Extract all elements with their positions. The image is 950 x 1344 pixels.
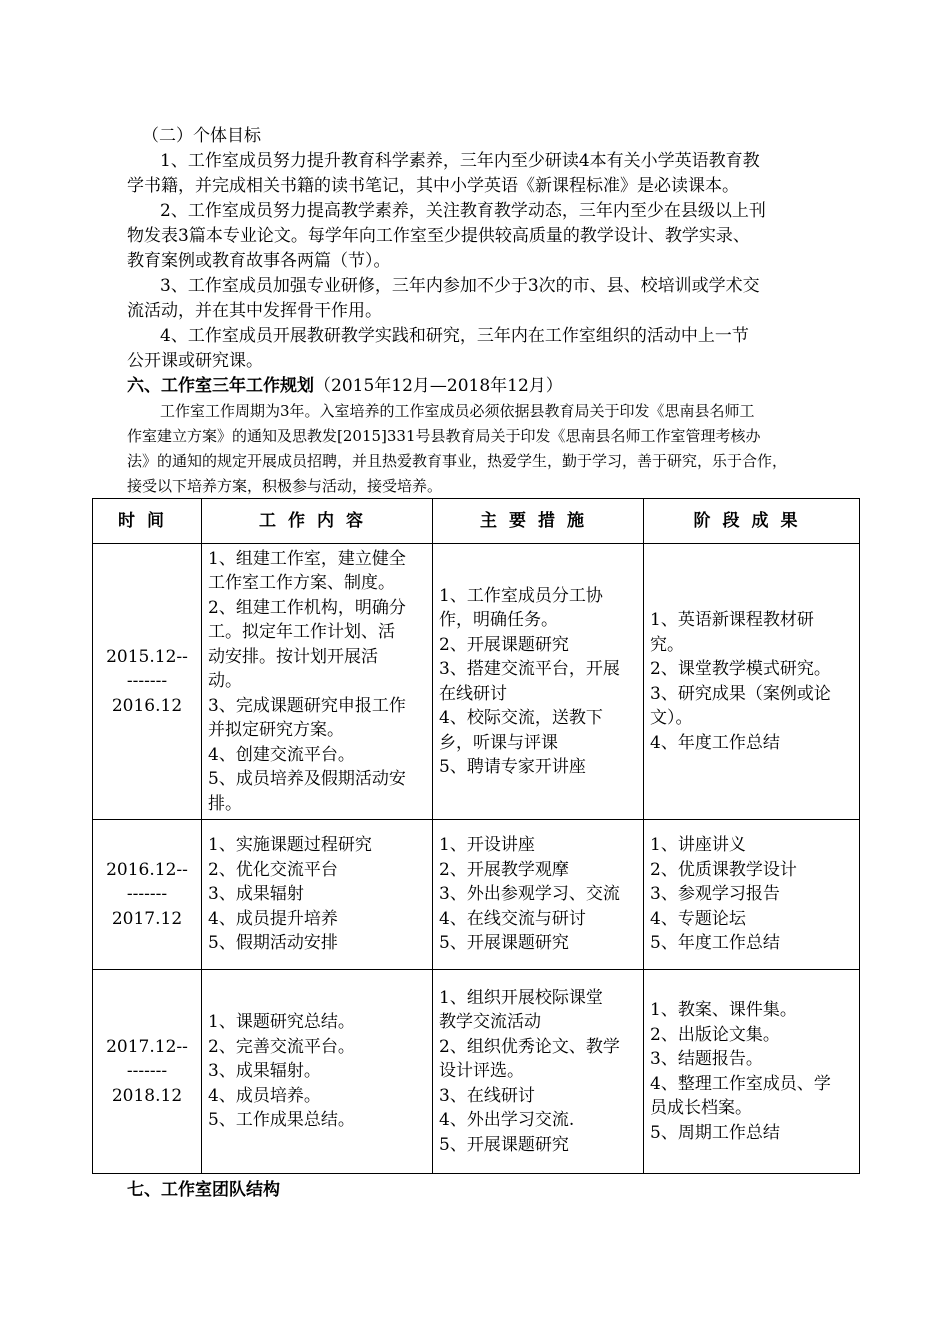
cell-measures-line: 4、校际交流，送教下 [439,708,603,728]
cell-content [202,544,433,820]
cell-time [93,544,202,820]
cell-results-line: 4、年度工作总结 [650,732,780,753]
goal-4-line-1: 4、工作室成员开展教研教学实践和研究，三年内在工作室组织的活动中上一节 [160,326,749,346]
cell-measures-line: 4、在线交流与研讨 [439,908,586,929]
cell-results-line: 5、年度工作总结 [650,933,780,954]
cell-results-line: 1、英语新课程教材研 [650,610,814,630]
cell-content-line: 1、课题研究总结。 [208,1012,355,1033]
cell-time-line: ------- [126,1061,168,1082]
section-6-para-line-3: 法》的通知的规定开展成员招聘，并且热爱教育事业，热爱学生，勤于学习，善于研究，乐于合作， [127,452,788,470]
cell-results-line: 5、周期工作总结 [650,1122,780,1143]
subheading-individual-goals: （二）个体目标 [142,126,261,146]
cell-content-line: 排。 [208,793,242,814]
cell-results-line: 4、专题论坛 [650,908,746,929]
cell-measures-line: 5、开展课题研究 [439,933,569,954]
cell-content-line: 4、创建交流平台。 [208,744,355,765]
cell-measures-line: 设计评选。 [439,1061,524,1082]
cell-time-line: 2015.12-- [106,646,188,667]
cell-results-line: 3、参观学习报告 [650,884,780,905]
cell-content-line: 2、完善交流平台。 [208,1036,355,1057]
cell-content-line: 4、成员培养。 [208,1085,321,1106]
section-6-range: （2015年12月—2018年12月） [314,376,563,396]
table-row [93,820,860,970]
section-6-para-line-1: 工作室工作周期为3年。入室培养的工作室成员必须依据县教育局关于印发《思南县名师工 [160,402,755,420]
cell-measures-line: 乡，听课与评课 [439,732,558,753]
cell-measures-line: 2、开展教学观摩 [439,859,569,880]
cell-measures-line: 5、聘请专家开讲座 [439,757,586,777]
cell-measures-line: 4、外出学习交流. [439,1110,575,1131]
work-plan-table [92,498,860,1174]
cell-content-line: 并拟定研究方案。 [208,720,344,741]
cell-measures-line: 3、外出参观学习、交流 [439,884,620,905]
section-6-title: 六、工作室三年工作规划 [127,376,314,396]
goal-3-line-2: 流活动，并在其中发挥骨干作用。 [127,301,382,321]
cell-time-line: 2017.12-- [106,1036,188,1057]
cell-content-line: 工作室工作方案、制度。 [208,573,395,594]
cell-time-line: 2016.12-- [106,859,188,880]
cell-time [93,820,202,970]
cell-results-line: 究。 [650,634,684,655]
table-row [93,970,860,1174]
header-content: 工作内容 [202,499,433,544]
cell-content-line: 3、成果辐射 [208,884,304,905]
cell-time-line: 2017.12 [111,908,183,929]
cell-measures-line: 3、搭建交流平台，开展 [439,659,620,679]
cell-content-line: 2、优化交流平台 [208,859,338,880]
cell-results-line: 文）。 [650,708,693,728]
goal-4-line-2: 公开课或研究课。 [127,351,263,371]
cell-measures-line: 教学交流活动 [439,1012,541,1033]
goal-1-line-1: 1、工作室成员努力提升教育科学素养，三年内至少研读4本有关小学英语教育教 [160,151,760,171]
cell-time-line: ------- [126,884,168,905]
header-results: 阶段成果 [644,499,860,544]
cell-results [644,820,860,970]
cell-results [644,970,860,1174]
section-6-para-line-4: 接受以下培养方案，积极参与活动，接受培养。 [127,477,443,495]
cell-measures-line: 3、在线研讨 [439,1085,535,1106]
cell-content-line: 2、组建工作机构，明确分 [208,597,406,618]
cell-time-line: 2016.12 [111,695,183,716]
cell-measures-line: 作，明确任务。 [439,610,558,630]
cell-content-line: 1、组建工作室，建立健全 [208,548,406,569]
header-measures: 主要措施 [433,499,644,544]
cell-measures-line: 在线研讨 [439,683,507,704]
cell-measures [433,820,644,970]
cell-content-line: 5、成员培养及假期活动安 [208,769,406,790]
cell-content-line: 动。 [208,671,242,692]
cell-time-line: 2018.12 [111,1085,183,1106]
table-header-row [93,499,860,544]
goal-2-line-3: 教育案例或教育故事各两篇（节）。 [127,251,391,271]
cell-measures [433,970,644,1174]
cell-content-line: 3、完成课题研究申报工作 [208,695,406,716]
cell-content-line: 工。拟定年工作计划、活 [208,622,395,643]
goal-3-line-1: 3、工作室成员加强专业研修，三年内参加不少于3次的市、县、校培训或学术交 [160,276,760,296]
cell-content-line: 5、假期活动安排 [208,933,338,954]
cell-time-line: ------- [126,671,168,692]
cell-content-line: 5、工作成果总结。 [208,1110,355,1131]
cell-content-line: 3、成果辐射。 [208,1061,321,1082]
cell-measures-line: 1、开设讲座 [439,835,535,856]
cell-results-line: 1、教案、课件集。 [650,1000,797,1020]
cell-measures-line: 5、开展课题研究 [439,1134,569,1155]
cell-results [644,544,860,820]
cell-content-line: 1、实施课题过程研究 [208,835,372,856]
cell-results-line: 员成长档案。 [650,1098,752,1118]
header-time: 时间 [93,499,202,544]
cell-measures-line: 2、组织优秀论文、教学 [439,1036,620,1057]
cell-results-line: 2、课堂教学模式研究。 [650,659,831,679]
goal-2-line-2: 物发表3篇本专业论文。每学年向工作室至少提供较高质量的教学设计、教学实录、 [127,226,750,246]
section-6-para-line-2: 作室建立方案》的通知及思教发[2015]331号县教育局关于印发《思南县名师工作室管理考核办 [127,427,761,445]
goal-2-line-1: 2、工作室成员努力提高教学素养，关注教育教学动态，三年内至少在县级以上刊 [160,201,766,221]
cell-results-line: 4、整理工作室成员、学 [650,1073,831,1094]
cell-results-line: 2、出版论文集。 [650,1024,780,1045]
goal-1-line-2: 学书籍，并完成相关书籍的读书笔记，其中小学英语《新课程标准》是必读课本。 [127,176,739,196]
cell-content-line: 动安排。按计划开展活 [208,646,378,667]
cell-measures-line: 2、开展课题研究 [439,634,569,655]
cell-results-line: 2、优质课教学设计 [650,859,797,880]
section-7-heading: 七、工作室团队结构 [127,1180,280,1200]
cell-measures-line: 1、工作室成员分工协 [439,585,603,606]
cell-content [202,970,433,1174]
cell-measures-line: 1、组织开展校际课堂 [439,987,603,1008]
cell-time [93,970,202,1174]
cell-content-line: 4、成员提升培养 [208,908,338,929]
cell-results-line: 3、研究成果（案例或论 [650,683,831,704]
cell-measures [433,544,644,820]
table-row [93,544,860,820]
cell-content [202,820,433,970]
cell-results-line: 1、讲座讲义 [650,835,746,856]
cell-results-line: 3、结题报告。 [650,1049,763,1069]
section-6-heading [127,374,563,398]
